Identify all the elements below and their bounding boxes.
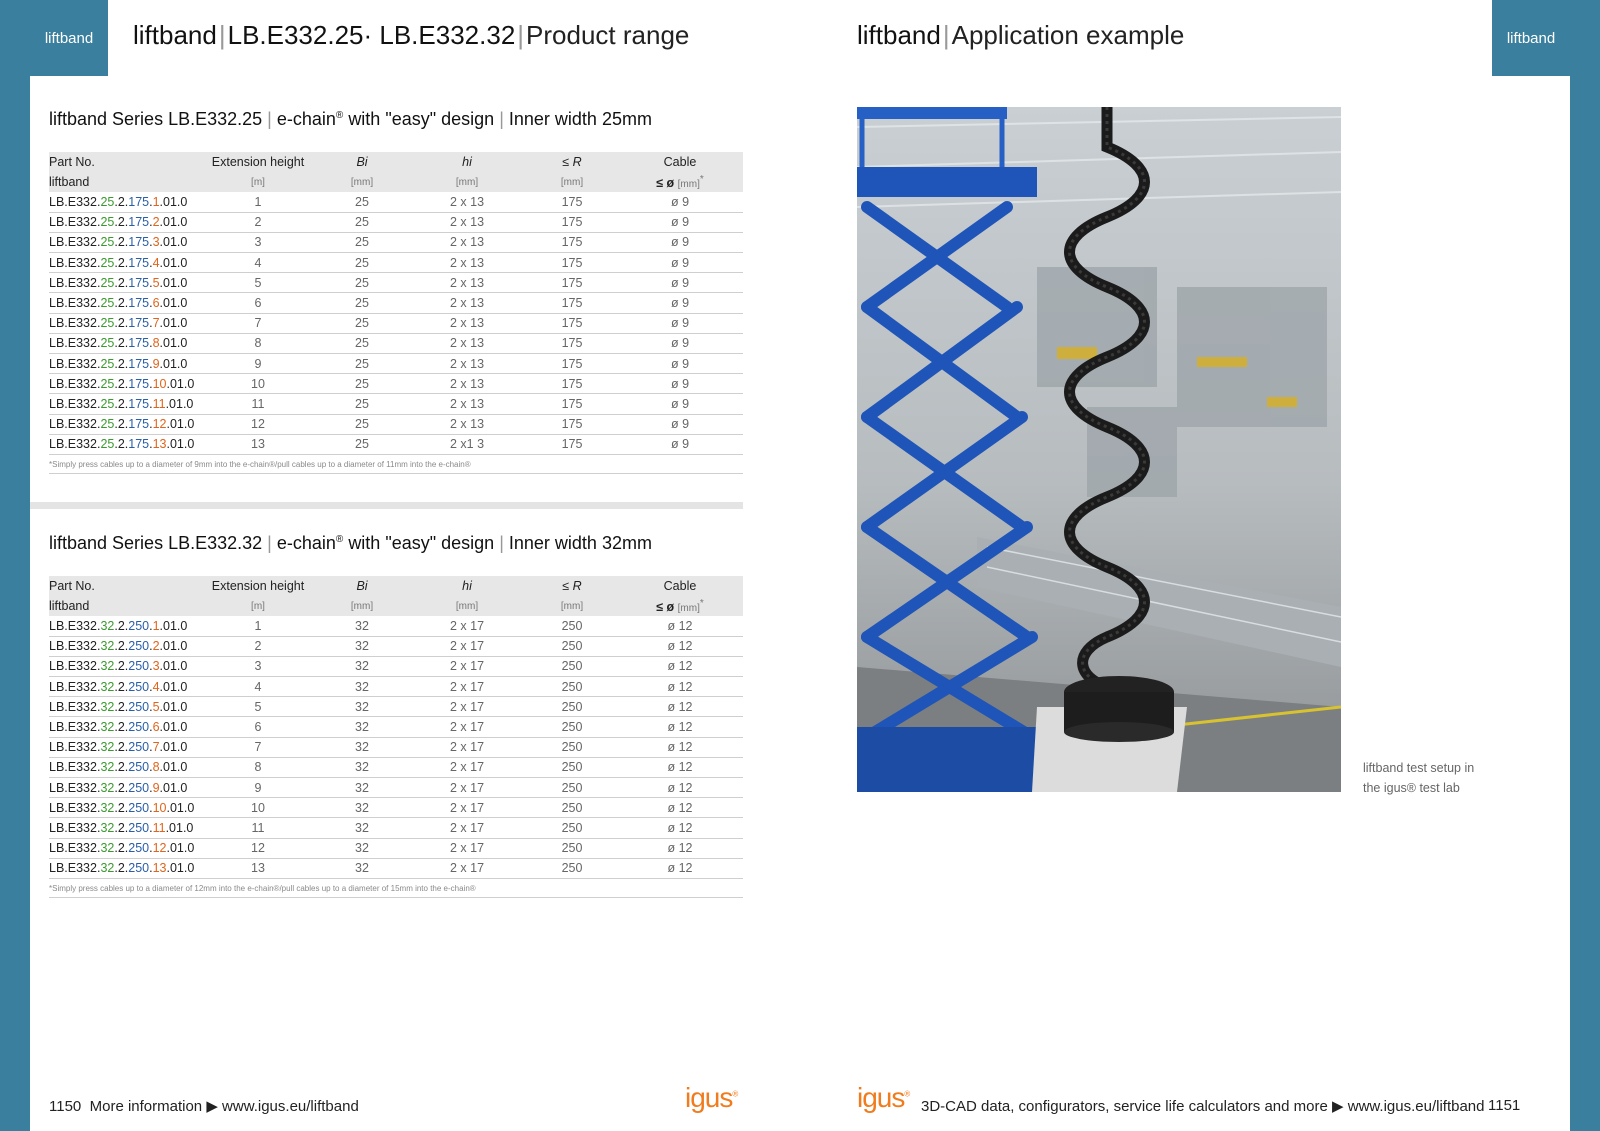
unit-cable: ≤ ø [mm]* xyxy=(617,172,743,192)
part-number: LB.E332.32.2.250.5.01.0 xyxy=(49,697,199,717)
inner-height: 2 x 13 xyxy=(407,273,527,293)
part-number: LB.E332.32.2.250.13.01.0 xyxy=(49,858,199,878)
table-row xyxy=(49,697,743,717)
table-row xyxy=(49,798,743,818)
bend-radius: 175 xyxy=(527,333,617,353)
extension-height: 13 xyxy=(199,858,317,878)
part-number: LB.E332.25.2.175.2.01.0 xyxy=(49,212,199,232)
table-row xyxy=(49,232,743,252)
inner-width: 32 xyxy=(317,757,407,777)
table-footnote: *Simply press cables up to a diameter of 12mm into the e-chain®/pull cables up to a diameter of 15mm into the e-chain® xyxy=(49,880,743,898)
inner-height: 2 x 13 xyxy=(407,253,527,273)
part-number: LB.E332.32.2.250.2.01.0 xyxy=(49,636,199,656)
col-part-no-sub: liftband xyxy=(49,172,199,192)
extension-height: 12 xyxy=(199,838,317,858)
bend-radius: 250 xyxy=(527,636,617,656)
col-bi: Bi xyxy=(317,576,407,596)
inner-width: 25 xyxy=(317,212,407,232)
extension-height: 5 xyxy=(199,273,317,293)
inner-height: 2 x 17 xyxy=(407,798,527,818)
extension-height: 4 xyxy=(199,677,317,697)
extension-height: 12 xyxy=(199,414,317,434)
extension-height: 8 xyxy=(199,757,317,777)
bend-radius: 250 xyxy=(527,838,617,858)
table-row xyxy=(49,434,743,454)
extension-height: 2 xyxy=(199,636,317,656)
table-row xyxy=(49,374,743,394)
cable-diameter: ø 12 xyxy=(617,677,743,697)
inner-height: 2 x 13 xyxy=(407,212,527,232)
footer-link[interactable]: www.igus.eu/liftband xyxy=(1347,1098,1485,1115)
bend-radius: 175 xyxy=(527,374,617,394)
cable-diameter: ø 9 xyxy=(617,434,743,454)
footer-link[interactable]: www.igus.eu/liftband xyxy=(222,1098,359,1115)
table-row xyxy=(49,354,743,374)
part-number: LB.E332.25.2.175.7.01.0 xyxy=(49,313,199,333)
table-row xyxy=(49,414,743,434)
cable-diameter: ø 9 xyxy=(617,253,743,273)
cable-diameter: ø 9 xyxy=(617,212,743,232)
bend-radius: 250 xyxy=(527,858,617,878)
extension-height: 10 xyxy=(199,798,317,818)
cable-diameter: ø 12 xyxy=(617,656,743,676)
extension-height: 11 xyxy=(199,818,317,838)
unit-hi: [mm] xyxy=(407,596,527,616)
col-cable: Cable xyxy=(617,576,743,596)
inner-width: 32 xyxy=(317,717,407,737)
inner-height: 2 x 13 xyxy=(407,313,527,333)
part-number: LB.E332.25.2.175.4.01.0 xyxy=(49,253,199,273)
inner-width: 32 xyxy=(317,656,407,676)
table-row xyxy=(49,677,743,697)
title-section: Product range xyxy=(526,20,690,50)
part-number: LB.E332.32.2.250.9.01.0 xyxy=(49,778,199,798)
inner-width: 25 xyxy=(317,414,407,434)
cable-diameter: ø 12 xyxy=(617,697,743,717)
cable-diameter: ø 9 xyxy=(617,394,743,414)
table-row xyxy=(49,717,743,737)
inner-height: 2 x 13 xyxy=(407,394,527,414)
cable-diameter: ø 9 xyxy=(617,333,743,353)
inner-height: 2 x 17 xyxy=(407,757,527,777)
inner-height: 2 x 13 xyxy=(407,374,527,394)
cable-diameter: ø 12 xyxy=(617,838,743,858)
extension-height: 7 xyxy=(199,737,317,757)
cable-diameter: ø 12 xyxy=(617,616,743,636)
left-page xyxy=(30,0,800,1131)
inner-width: 25 xyxy=(317,434,407,454)
cable-diameter: ø 12 xyxy=(617,818,743,838)
cable-diameter: ø 9 xyxy=(617,414,743,434)
title-section: Application example xyxy=(951,20,1185,50)
cable-diameter: ø 9 xyxy=(617,313,743,333)
footer-text: 3D-CAD data, configurators, service life calculators and more xyxy=(921,1098,1328,1115)
part-number: LB.E332.32.2.250.8.01.0 xyxy=(49,757,199,777)
table-unit-row xyxy=(49,172,743,192)
extension-height: 2 xyxy=(199,212,317,232)
part-number: LB.E332.32.2.250.12.01.0 xyxy=(49,838,199,858)
bend-radius: 250 xyxy=(527,818,617,838)
inner-height: 2 x 13 xyxy=(407,414,527,434)
inner-width: 25 xyxy=(317,354,407,374)
table-footnote: *Simply press cables up to a diameter of 9mm into the e-chain®/pull cables up to a diameter of 11mm into the e-chain® xyxy=(49,456,743,474)
inner-width: 25 xyxy=(317,293,407,313)
part-number: LB.E332.32.2.250.11.01.0 xyxy=(49,818,199,838)
cable-diameter: ø 9 xyxy=(617,192,743,212)
cable-diameter: ø 9 xyxy=(617,232,743,252)
inner-width: 32 xyxy=(317,677,407,697)
bend-radius: 250 xyxy=(527,656,617,676)
table-row xyxy=(49,313,743,333)
extension-height: 9 xyxy=(199,354,317,374)
cable-diameter: ø 9 xyxy=(617,354,743,374)
table-row xyxy=(49,858,743,878)
igus-logo: igus® xyxy=(685,1082,738,1113)
col-extension: Extension height xyxy=(199,576,317,596)
inner-height: 2 x 17 xyxy=(407,656,527,676)
table-row xyxy=(49,333,743,353)
bend-radius: 250 xyxy=(527,798,617,818)
table-row xyxy=(49,394,743,414)
cable-diameter: ø 9 xyxy=(617,293,743,313)
inner-height: 2 x 17 xyxy=(407,636,527,656)
extension-height: 6 xyxy=(199,717,317,737)
unit-extension: [m] xyxy=(199,596,317,616)
table-row xyxy=(49,253,743,273)
part-number: LB.E332.32.2.250.3.01.0 xyxy=(49,656,199,676)
inner-height: 2 x 17 xyxy=(407,677,527,697)
bend-radius: 175 xyxy=(527,253,617,273)
section-divider xyxy=(30,502,743,509)
series-title-25: liftband Series LB.E332.25 | e-chain® with "easy" design | Inner width 25mm xyxy=(49,109,652,129)
product-table-25 xyxy=(49,152,743,455)
inner-width: 25 xyxy=(317,273,407,293)
unit-cable: ≤ ø [mm]* xyxy=(617,596,743,616)
part-number: LB.E332.32.2.250.10.01.0 xyxy=(49,798,199,818)
extension-height: 8 xyxy=(199,333,317,353)
cable-diameter: ø 9 xyxy=(617,273,743,293)
cable-diameter: ø 12 xyxy=(617,636,743,656)
col-r: ≤ R xyxy=(527,152,617,172)
bend-radius: 250 xyxy=(527,717,617,737)
bend-radius: 175 xyxy=(527,232,617,252)
extension-height: 9 xyxy=(199,778,317,798)
unit-extension: [m] xyxy=(199,172,317,192)
cable-diameter: ø 12 xyxy=(617,858,743,878)
bend-radius: 175 xyxy=(527,354,617,374)
table-row xyxy=(49,818,743,838)
cable-diameter: ø 12 xyxy=(617,778,743,798)
cable-diameter: ø 12 xyxy=(617,757,743,777)
part-number: LB.E332.32.2.250.6.01.0 xyxy=(49,717,199,737)
inner-height: 2 x 13 xyxy=(407,192,527,212)
inner-width: 32 xyxy=(317,818,407,838)
extension-height: 6 xyxy=(199,293,317,313)
extension-height: 10 xyxy=(199,374,317,394)
application-photo xyxy=(857,107,1341,792)
bend-radius: 175 xyxy=(527,434,617,454)
bend-radius: 175 xyxy=(527,273,617,293)
extension-height: 13 xyxy=(199,434,317,454)
series-title-32: liftband Series LB.E332.32 | e-chain® with "easy" design | Inner width 32mm xyxy=(49,533,652,553)
inner-width: 25 xyxy=(317,232,407,252)
inner-height: 2 x 17 xyxy=(407,818,527,838)
bend-radius: 175 xyxy=(527,313,617,333)
bend-radius: 175 xyxy=(527,414,617,434)
table-row xyxy=(49,778,743,798)
extension-height: 3 xyxy=(199,232,317,252)
inner-height: 2 x 17 xyxy=(407,737,527,757)
col-hi: hi xyxy=(407,152,527,172)
more-info-label: More information xyxy=(89,1098,203,1115)
unit-r: [mm] xyxy=(527,172,617,192)
table-unit-row xyxy=(49,596,743,616)
col-part-no: Part No. xyxy=(49,152,199,172)
col-bi: Bi xyxy=(317,152,407,172)
part-number: LB.E332.25.2.175.6.01.0 xyxy=(49,293,199,313)
col-extension: Extension height xyxy=(199,152,317,172)
title-brand: liftband xyxy=(857,20,941,50)
page-footer xyxy=(49,1097,359,1115)
table-row xyxy=(49,616,743,636)
table-header-row xyxy=(49,152,743,172)
inner-height: 2 x 17 xyxy=(407,717,527,737)
part-number: LB.E332.25.2.175.5.01.0 xyxy=(49,273,199,293)
unit-bi: [mm] xyxy=(317,172,407,192)
inner-width: 25 xyxy=(317,253,407,273)
inner-width: 25 xyxy=(317,313,407,333)
right-page xyxy=(800,0,1570,1131)
part-number: LB.E332.25.2.175.13.01.0 xyxy=(49,434,199,454)
photo-caption: liftband test setup in the igus® test lab xyxy=(1363,761,1475,795)
bend-radius: 175 xyxy=(527,192,617,212)
inner-width: 32 xyxy=(317,737,407,757)
arrow-right-icon: ▶ xyxy=(1332,1098,1344,1115)
inner-height: 2 x 17 xyxy=(407,616,527,636)
page-footer xyxy=(921,1097,1484,1115)
part-number: LB.E332.32.2.250.1.01.0 xyxy=(49,616,199,636)
col-r: ≤ R xyxy=(527,576,617,596)
bend-radius: 250 xyxy=(527,677,617,697)
inner-width: 32 xyxy=(317,838,407,858)
part-number: LB.E332.32.2.250.4.01.0 xyxy=(49,677,199,697)
extension-height: 5 xyxy=(199,697,317,717)
part-number: LB.E332.25.2.175.3.01.0 xyxy=(49,232,199,252)
part-number: LB.E332.25.2.175.9.01.0 xyxy=(49,354,199,374)
bend-radius: 175 xyxy=(527,293,617,313)
inner-height: 2 x 17 xyxy=(407,858,527,878)
inner-width: 32 xyxy=(317,636,407,656)
title-code: LB.E332.25· LB.E332.32 xyxy=(227,20,516,50)
table-row xyxy=(49,192,743,212)
extension-height: 3 xyxy=(199,656,317,676)
inner-width: 25 xyxy=(317,374,407,394)
inner-width: 32 xyxy=(317,697,407,717)
page-title: liftband|LB.E332.25· LB.E332.32|Product range xyxy=(133,20,690,50)
page-number: 1151 xyxy=(1488,1097,1521,1114)
extension-height: 11 xyxy=(199,394,317,414)
bend-radius: 250 xyxy=(527,737,617,757)
unit-hi: [mm] xyxy=(407,172,527,192)
inner-height: 2 x 17 xyxy=(407,838,527,858)
part-number: LB.E332.25.2.175.12.01.0 xyxy=(49,414,199,434)
col-part-no-sub: liftband xyxy=(49,596,199,616)
inner-height: 2 x 13 xyxy=(407,293,527,313)
cable-diameter: ø 12 xyxy=(617,717,743,737)
table-row xyxy=(49,212,743,232)
section-tab: liftband xyxy=(1492,0,1570,76)
table-row xyxy=(49,636,743,656)
arrow-right-icon: ▶ xyxy=(206,1098,218,1115)
bend-radius: 250 xyxy=(527,697,617,717)
bend-radius: 175 xyxy=(527,394,617,414)
bend-radius: 250 xyxy=(527,757,617,777)
part-number: LB.E332.25.2.175.1.01.0 xyxy=(49,192,199,212)
bend-radius: 250 xyxy=(527,778,617,798)
table-row xyxy=(49,737,743,757)
inner-width: 32 xyxy=(317,616,407,636)
inner-width: 25 xyxy=(317,394,407,414)
table-header-row xyxy=(49,576,743,596)
page-title: liftband|Application example xyxy=(857,20,1185,50)
cable-diameter: ø 9 xyxy=(617,374,743,394)
cable-diameter: ø 12 xyxy=(617,737,743,757)
col-cable: Cable xyxy=(617,152,743,172)
table-row xyxy=(49,656,743,676)
extension-height: 7 xyxy=(199,313,317,333)
part-number: LB.E332.25.2.175.8.01.0 xyxy=(49,333,199,353)
cable-diameter: ø 12 xyxy=(617,798,743,818)
bend-radius: 175 xyxy=(527,212,617,232)
inner-width: 32 xyxy=(317,778,407,798)
table-row xyxy=(49,293,743,313)
extension-height: 1 xyxy=(199,192,317,212)
part-number: LB.E332.32.2.250.7.01.0 xyxy=(49,737,199,757)
inner-width: 25 xyxy=(317,192,407,212)
inner-height: 2 x 17 xyxy=(407,778,527,798)
part-number: LB.E332.25.2.175.10.01.0 xyxy=(49,374,199,394)
inner-height: 2 x 17 xyxy=(407,697,527,717)
page-number: 1150 xyxy=(49,1098,82,1115)
inner-width: 32 xyxy=(317,858,407,878)
bend-radius: 250 xyxy=(527,616,617,636)
col-part-no: Part No. xyxy=(49,576,199,596)
unit-bi: [mm] xyxy=(317,596,407,616)
inner-height: 2 x 13 xyxy=(407,232,527,252)
inner-height: 2 x1 3 xyxy=(407,434,527,454)
inner-height: 2 x 13 xyxy=(407,333,527,353)
extension-height: 4 xyxy=(199,253,317,273)
col-hi: hi xyxy=(407,576,527,596)
extension-height: 1 xyxy=(199,616,317,636)
title-brand: liftband xyxy=(133,20,217,50)
igus-logo: igus® xyxy=(857,1082,910,1113)
table-row xyxy=(49,757,743,777)
inner-width: 32 xyxy=(317,798,407,818)
section-tab: liftband xyxy=(30,0,108,76)
table-row xyxy=(49,838,743,858)
product-table-32 xyxy=(49,576,743,879)
table-row xyxy=(49,273,743,293)
inner-width: 25 xyxy=(317,333,407,353)
inner-height: 2 x 13 xyxy=(407,354,527,374)
unit-r: [mm] xyxy=(527,596,617,616)
part-number: LB.E332.25.2.175.11.01.0 xyxy=(49,394,199,414)
